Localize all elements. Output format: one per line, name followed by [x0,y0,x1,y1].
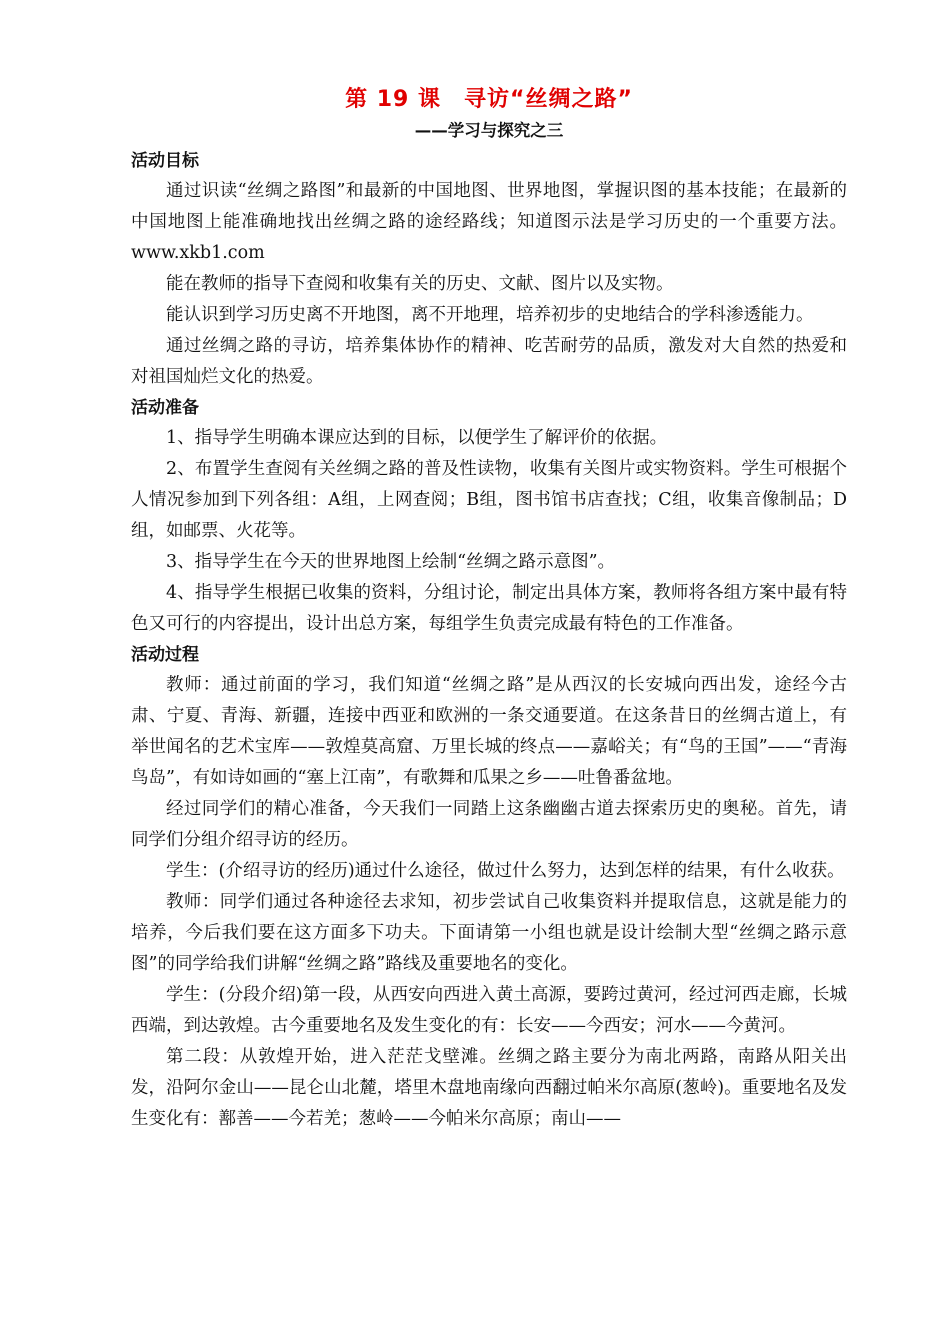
paragraph: 2、布置学生查阅有关丝绸之路的普及性读物，收集有关图片或实物资料。学生可根据个人情况参加到下列各组：A组，上网查阅；B组，图书馆书店查找；C组，收集音像制品；D组，如邮票、火花等。 [131,459,847,541]
paragraph: 通过丝绸之路的寻访，培养集体协作的精神、吃苦耐劳的品质，激发对大自然的热爱和对祖国灿烂文化的热爱。 [131,336,847,387]
page-subtitle: ——学习与探究之三 [414,121,564,140]
section-process [131,640,847,1135]
page-title: 第 19 课 寻访“丝绸之路” [345,87,633,112]
paragraph: 4、指导学生根据已收集的资料，分组讨论，制定出具体方案，教师将各组方案中最有特色又可行的内容提出，设计出总方案，每组学生负责完成最有特色的工作准备。 [131,583,847,634]
paragraph: 第二段：从敦煌开始，进入茫茫戈壁滩。丝绸之路主要分为南北两路，南路从阳关出发，沿阿尔金山——昆仑山北麓，塔里木盘地南缘向西翻过帕米尔高原(葱岭)。重要地名及发生变化有：鄯善——今若羌；葱岭——今帕米尔高原；南山—— [131,1047,847,1129]
section-objectives [131,146,847,393]
paragraph: 能认识到学习历史离不开地图，离不开地理，培养初步的史地结合的学科渗透能力。 [166,305,814,325]
section-heading: 活动准备 [131,398,199,418]
section-heading: 活动目标 [131,151,199,171]
paragraph: 3、指导学生在今天的世界地图上绘制“丝绸之路示意图”。 [166,552,616,572]
paragraph: 学生：(分段介绍)第一段，从西安向西进入黄土高源，要跨过黄河，经过河西走廊，长城西端，到达敦煌。古今重要地名及发生变化的有：长安——今西安；河水——今黄河。 [131,985,847,1036]
paragraph: 能在教师的指导下查阅和收集有关的历史、文献、图片以及实物。 [166,274,674,294]
section-heading: 活动过程 [131,645,199,665]
document-page [131,84,847,1135]
paragraph: 经过同学们的精心准备，今天我们一同踏上这条幽幽古道去探索历史的奥秘。首先，请同学们分组介绍寻访的经历。 [131,799,847,850]
paragraph: 学生：(介绍寻访的经历)通过什么途径，做过什么努力，达到怎样的结果，有什么收获。 [166,861,845,881]
paragraph: 教师：通过前面的学习，我们知道“丝绸之路”是从西汉的长安城向西出发，途经今古肃、宁夏、青海、新疆，连接中西亚和欧洲的一条交通要道。在这条昔日的丝绸古道上，有举世闻名的艺术宝库——敦煌莫高窟、万里长城的终点——嘉峪关；有“鸟的王国”——“青海鸟岛”，有如诗如画的“塞上江南”，有歌舞和瓜果之乡——吐鲁番盆地。 [131,675,847,788]
section-preparation [131,393,847,640]
paragraph: 教师：同学们通过各种途径去求知，初步尝试自己收集资料并提取信息，这就是能力的培养，今后我们要在这方面多下功夫。下面请第一小组也就是设计绘制大型“丝绸之路示意图”的同学给我们讲解“丝绸之路”路线及重要地名的变化。 [131,892,847,974]
paragraph: 1、指导学生明确本课应达到的目标，以便学生了解评价的依据。 [166,428,668,448]
paragraph: 通过识读“丝绸之路图”和最新的中国地图、世界地图，掌握识图的基本技能；在最新的中国地图上能准确地找出丝绸之路的途经路线；知道图示法是学习历史的一个重要方法。www.xkb1.com [131,181,847,263]
